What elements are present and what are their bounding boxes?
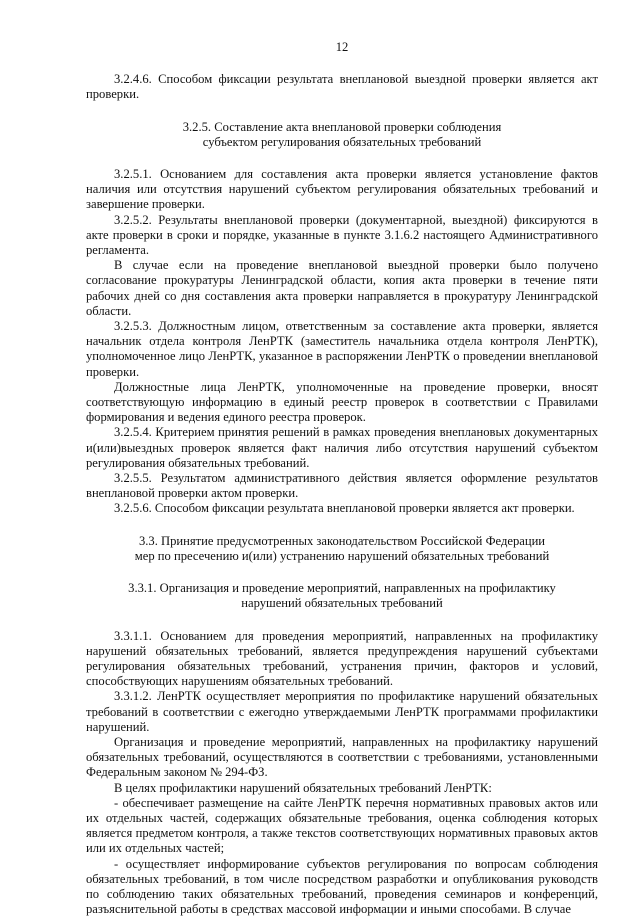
paragraph: 3.2.5.1. Основанием для составления акта проверки является установление фактов наличия или отсутствия нарушений субъектом регулирования обязательных требований и завершение проверки. bbox=[86, 167, 598, 212]
paragraph: 3.2.5.2. Результаты внеплановой проверки (документарной, выездной) фиксируются в акте проверки в сроки и порядке, указанные в пункте 3.1.6.2 настоящего Административного регламента. bbox=[86, 212, 598, 258]
document-body bbox=[86, 72, 598, 917]
heading-line: 3.3. Принятие предусмотренных законодательством Российской Федерации bbox=[138, 533, 546, 548]
paragraph: 3.3.1.1. Основанием для проведения мероприятий, направленных на профилактику нарушений обязательных требований, является предупреждения нарушений субъектами регулирования обязательных требований, устранения причин, факторов и условий, способствующих нарушениям обязательных требований. bbox=[86, 628, 598, 689]
spacer bbox=[86, 612, 598, 629]
heading-line: субъектом регулирования обязательных требований bbox=[202, 134, 482, 149]
spacer bbox=[86, 150, 598, 167]
heading-line: 3.3.1. Организация и проведение мероприятий, направленных на профилактику bbox=[128, 581, 556, 596]
paragraph: 3.2.5.3. Должностным лицом, ответственным за составление акта проверки, является начальник отдела контроля ЛенРТК (заместитель начальника отдела контроля ЛенРТК), уполномоченное лицо ЛенРТК, указанное в распоряжении ЛенРТК о проведении внеплановой проверки. bbox=[86, 319, 598, 379]
paragraph: 3.2.5.6. Способом фиксации результата внеплановой проверки является акт проверки. bbox=[114, 501, 575, 516]
heading-line: 3.2.5. Составление акта внеплановой проверки соблюдения bbox=[182, 119, 502, 134]
paragraph: - обеспечивает размещение на сайте ЛенРТК перечня нормативных правовых актов или их отдельных частей, содержащих обязательные требования, оценка соблюдения которых является предметом контроля, а также текстов соответствующих нормативных правовых актов или их отдельных частей; bbox=[86, 795, 598, 856]
spacer bbox=[86, 564, 598, 581]
paragraph: В целях профилактики нарушений обязательных требований ЛенРТК: bbox=[114, 780, 492, 795]
heading-line: мер по пресечению и(или) устранению нарушений обязательных требований bbox=[134, 548, 550, 563]
paragraph: Должностные лица ЛенРТК, уполномоченные на проведение проверки, вносят соответствующую информацию в единый реестр проверок в соответствии с Правилами формирования и ведения единого реестра проверок. bbox=[86, 379, 598, 425]
paragraph: 3.3.1.2. ЛенРТК осуществляет мероприятия по профилактике нарушений обязательных требований в соответствии с ежегодно утверждаемыми ЛенРТК программами профилактики нарушений. bbox=[86, 689, 598, 734]
spacer bbox=[86, 103, 598, 120]
page-number: 12 bbox=[335, 40, 349, 54]
paragraph: В случае если на проведение внеплановой выездной проверки было получено согласование прокуратуры Ленинградской области, копия акта проверки в течение пяти рабочих дней со дня составления акта проверки направляется в прокуратуру Ленинградской области. bbox=[86, 258, 598, 318]
section-heading bbox=[86, 581, 598, 611]
spacer bbox=[86, 517, 598, 534]
paragraph: - осуществляет информирование субъектов регулирования по вопросам соблюдения обязательных требований, в том числе посредством разработки и опубликования руководств по соблюдению таких обязательных требований, проведения семинаров и конференций, разъяснительной работы в средствах массовой информации и иными способами. В случае bbox=[86, 856, 598, 917]
paragraph: Организация и проведение мероприятий, направленных на профилактику нарушений обязательных требований, осуществляются в соответствии с требованиями, установленными Федеральным законом № 294-ФЗ. bbox=[86, 734, 598, 780]
section-heading bbox=[86, 120, 598, 150]
paragraph: 3.2.5.4. Критерием принятия решений в рамках проведения внеплановых документарных и(или)выездных проверок является факт наличия либо отсутствия нарушений субъектом регулирования обязательных требований. bbox=[86, 425, 598, 470]
paragraph: 3.2.4.6. Способом фиксации результата внеплановой выездной проверки является акт проверки. bbox=[86, 72, 598, 102]
section-heading bbox=[86, 534, 598, 564]
heading-line: нарушений обязательных требований bbox=[241, 596, 443, 611]
paragraph: 3.2.5.5. Результатом административного действия является оформление результатов внеплановой проверки актом проверки. bbox=[86, 471, 598, 501]
